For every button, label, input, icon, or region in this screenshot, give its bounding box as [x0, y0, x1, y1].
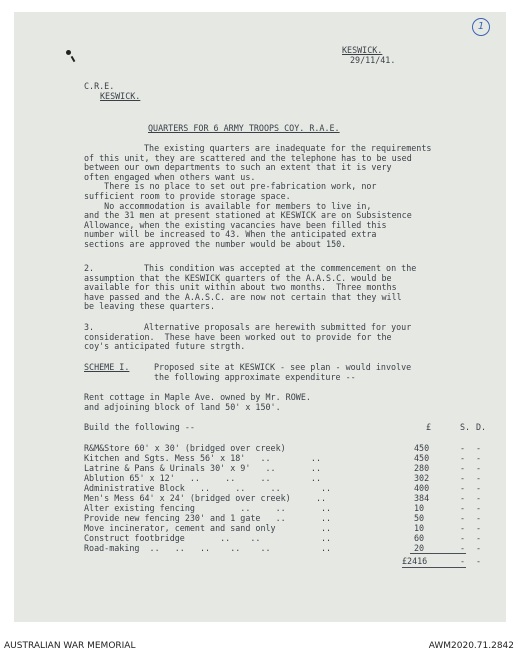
- currency-shillings: S.: [460, 422, 471, 432]
- paragraph-2-line: available for this unit within about two months. Three months: [84, 282, 397, 293]
- cost-item-pence: -: [476, 533, 482, 543]
- cost-item-pence: -: [476, 483, 482, 493]
- cost-total-amount: £2416: [402, 556, 428, 566]
- scheme-text-2: the following approximate expenditure --: [154, 372, 356, 382]
- scheme-text-1: Proposed site at KESWICK - see plan - would involve: [154, 362, 412, 372]
- page-number-badge: 1: [472, 18, 490, 36]
- cost-item-row: [84, 473, 484, 483]
- cost-item-pence: -: [476, 493, 482, 503]
- cost-item-shillings: -: [460, 443, 466, 453]
- paragraph-1-line: and the 31 men at present stationed at KESWICK are on Subsistence: [84, 210, 412, 221]
- total-rule: [410, 553, 466, 554]
- cost-item-desc: Road-making .. .. .. .. .. ..: [84, 543, 332, 553]
- cost-item-row: [84, 443, 484, 453]
- paragraph-2-line: This condition was accepted at the commencement on the: [144, 263, 417, 273]
- cost-item-desc: Move incinerator, cement and sand only ..: [84, 523, 332, 533]
- scheme-label: SCHEME I.: [84, 362, 130, 372]
- footer-bar: [0, 640, 518, 653]
- cost-item-amount: 10: [414, 503, 425, 513]
- cost-total-shillings: -: [460, 556, 466, 566]
- paragraph-1-line: of this unit, they are scattered and the telephone has to be used: [84, 152, 412, 163]
- paragraph-1-line: Allowance, when the existing vacancies have been filled this: [84, 219, 387, 230]
- cost-item-pence: -: [476, 503, 482, 513]
- paragraph-1: [84, 144, 484, 250]
- paragraph-1-line: often engaged when others want us.: [84, 171, 256, 182]
- paragraph-2-line: assumption that the KESWICK quarters of the A.A.S.C. would be: [84, 272, 392, 283]
- paragraph-3-number: 3.: [84, 322, 95, 332]
- paragraph-3-line: consideration. These have been worked out to provide for the: [84, 331, 392, 342]
- cost-item-row: [84, 523, 484, 533]
- cost-item-row: [84, 463, 484, 473]
- paragraph-1-line: between our own departments to such an extent that it is very: [84, 162, 392, 173]
- currency-pence: D.: [476, 422, 487, 432]
- cost-item-shillings: -: [460, 533, 466, 543]
- paragraph-2-number: 2.: [84, 263, 95, 273]
- header-date: 29/11/41.: [350, 55, 396, 65]
- cost-item-shillings: -: [460, 453, 466, 463]
- ink-mark: [66, 50, 71, 55]
- cost-item-shillings: -: [460, 503, 466, 513]
- cost-item-amount: 280: [414, 463, 430, 473]
- cost-item-amount: 302: [414, 473, 430, 483]
- cost-item-pence: -: [476, 443, 482, 453]
- cost-item-amount: 384: [414, 493, 430, 503]
- cost-item-shillings: -: [460, 523, 466, 533]
- cost-item-amount: 20: [414, 543, 425, 553]
- paragraph-1-line: The existing quarters are inadequate for the requirements: [144, 143, 432, 153]
- cost-item-shillings: -: [460, 493, 466, 503]
- cost-item-amount: 450: [414, 453, 430, 463]
- cost-item-row: [84, 483, 484, 493]
- cost-item-shillings: -: [460, 483, 466, 493]
- paragraph-2-line: have passed and the A.A.S.C. are now not certain that they will: [84, 291, 402, 302]
- cost-item-row: [84, 493, 484, 503]
- rent-line-2: and adjoining block of land 50' x 150'.: [84, 402, 281, 412]
- paragraph-3: [84, 323, 484, 352]
- cost-item-shillings: -: [460, 513, 466, 523]
- footer-source: AUSTRALIAN WAR MEMORIAL: [4, 641, 136, 651]
- cost-item-desc: Men's Mess 64' x 24' (bridged over creek) ..: [84, 493, 327, 503]
- cost-item-desc: Kitchen and Sgts. Mess 56' x 18' .. ..: [84, 453, 321, 463]
- cost-item-amount: 10: [414, 523, 425, 533]
- cost-item-desc: Provide new fencing 230' and 1 gate .. ..: [84, 513, 332, 523]
- cost-item-row: [84, 533, 484, 543]
- addressee-line1: C.R.E.: [84, 81, 115, 91]
- paragraph-1-line: sufficient room to provide storage space.: [84, 190, 291, 201]
- cost-total-pence: -: [476, 556, 482, 566]
- cost-item-pence: -: [476, 543, 482, 553]
- ink-mark-tail: [71, 56, 76, 62]
- cost-item-amount: 450: [414, 443, 430, 453]
- cost-item-shillings: -: [460, 543, 466, 553]
- cost-item-desc: Construct footbridge .. .. ..: [84, 533, 332, 543]
- cost-item-desc: R&M&Store 60' x 30' (bridged over creek): [84, 443, 286, 453]
- cost-item-row: [84, 513, 484, 523]
- cost-item-amount: 60: [414, 533, 425, 543]
- paragraph-1-line: sections are approved the number would be about 150.: [84, 238, 347, 249]
- paragraph-1-line: There is no place to set out pre-fabrication work, nor: [84, 181, 377, 192]
- cost-item-row: [84, 453, 484, 463]
- total-double-rule: [402, 567, 466, 568]
- paragraph-2: [84, 264, 484, 312]
- paragraph-3-line: coy's anticipated future strgth.: [84, 341, 246, 352]
- document-page: [14, 12, 506, 622]
- cost-item-pence: -: [476, 513, 482, 523]
- cost-item-pence: -: [476, 523, 482, 533]
- cost-item-row: [84, 543, 484, 553]
- cost-item-desc: Ablution 65' x 12' .. .. .. ..: [84, 473, 321, 483]
- cost-item-amount: 400: [414, 483, 430, 493]
- addressee-line2: KESWICK.: [100, 91, 141, 101]
- paragraph-2-line: be leaving these quarters.: [84, 301, 216, 312]
- document-title: QUARTERS FOR 6 ARMY TROOPS COY. R.A.E.: [148, 123, 340, 133]
- paragraph-3-line: Alternative proposals are herewith submitted for your: [144, 322, 412, 332]
- cost-item-row: [84, 503, 484, 513]
- currency-pounds: £: [426, 422, 432, 432]
- build-heading: Build the following --: [84, 422, 195, 432]
- cost-item-pence: -: [476, 463, 482, 473]
- rent-line-1: Rent cottage in Maple Ave. owned by Mr. ROWE.: [84, 392, 311, 402]
- cost-item-amount: 50: [414, 513, 425, 523]
- footer-accession-number: AWM2020.71.2842: [428, 641, 514, 651]
- paragraph-1-line: No accommodation is available for members to live in,: [84, 200, 372, 211]
- cost-item-pence: -: [476, 453, 482, 463]
- cost-item-desc: Administrative Block .. .. .. ..: [84, 483, 332, 493]
- paragraph-1-line: number will be increased to 43. When the anticipated extra: [84, 229, 377, 240]
- cost-item-desc: Alter existing fencing .. .. ..: [84, 503, 332, 513]
- header-place: KESWICK.: [342, 45, 383, 55]
- cost-item-shillings: -: [460, 463, 466, 473]
- cost-item-desc: Latrine & Pans & Urinals 30' x 9' .. ..: [84, 463, 321, 473]
- cost-total-row: [84, 556, 484, 566]
- cost-item-shillings: -: [460, 473, 466, 483]
- cost-item-pence: -: [476, 473, 482, 483]
